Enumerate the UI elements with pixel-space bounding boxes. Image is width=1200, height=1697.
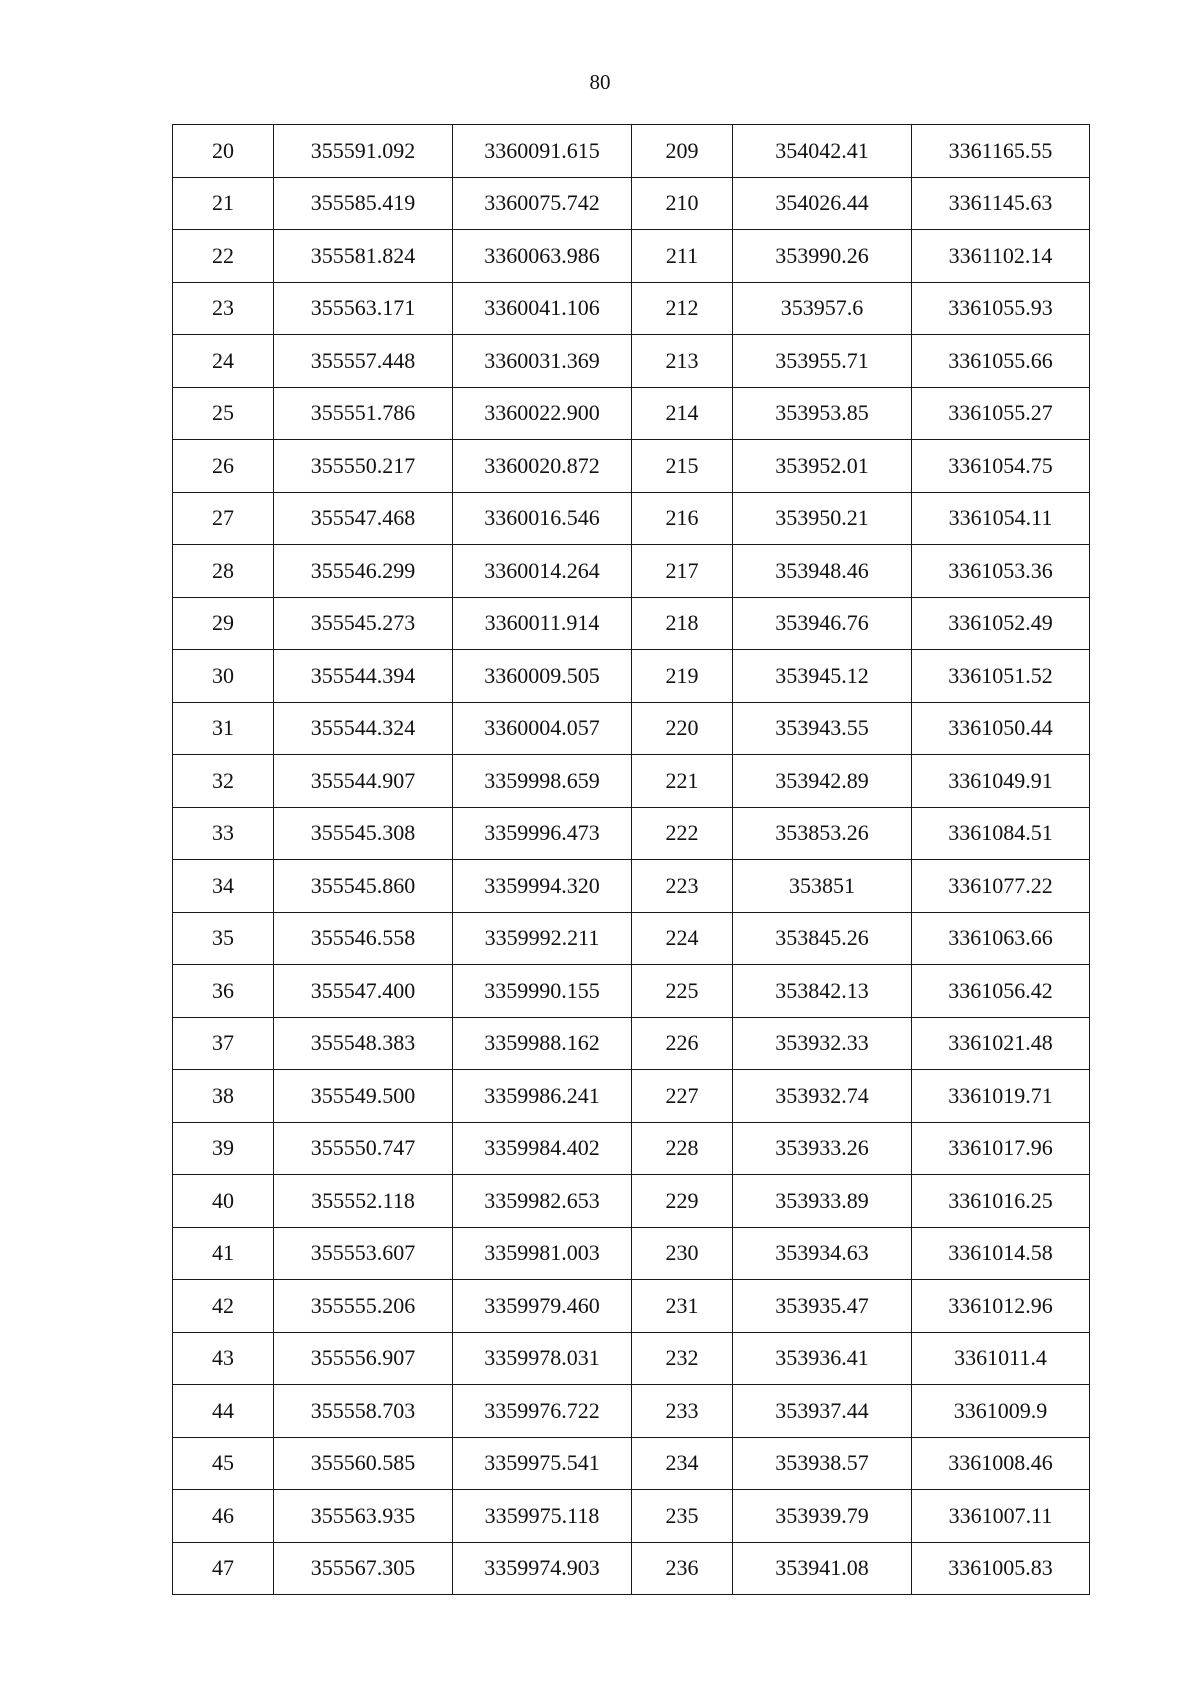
y-coordinate-cell: 3359986.241 [453,1070,632,1123]
y-coordinate-cell: 3359982.653 [453,1175,632,1228]
point-id-cell: 20 [173,125,274,178]
y-coordinate-cell: 3361008.46 [912,1437,1090,1490]
x-coordinate-cell: 355558.703 [274,1385,453,1438]
x-coordinate-cell: 355557.448 [274,335,453,388]
point-id-cell: 222 [632,807,733,860]
point-id-cell: 45 [173,1437,274,1490]
point-id-cell: 236 [632,1542,733,1595]
x-coordinate-cell: 355591.092 [274,125,453,178]
y-coordinate-cell: 3361011.4 [912,1332,1090,1385]
y-coordinate-cell: 3359978.031 [453,1332,632,1385]
point-id-cell: 32 [173,755,274,808]
point-id-cell: 39 [173,1122,274,1175]
table-row [173,702,1090,755]
x-coordinate-cell: 355552.118 [274,1175,453,1228]
y-coordinate-cell: 3361049.91 [912,755,1090,808]
x-coordinate-cell: 353945.12 [733,650,912,703]
point-id-cell: 42 [173,1280,274,1333]
x-coordinate-cell: 353937.44 [733,1385,912,1438]
x-coordinate-cell: 355581.824 [274,230,453,283]
point-id-cell: 41 [173,1227,274,1280]
y-coordinate-cell: 3361005.83 [912,1542,1090,1595]
point-id-cell: 209 [632,125,733,178]
x-coordinate-cell: 355551.786 [274,387,453,440]
point-id-cell: 217 [632,545,733,598]
x-coordinate-cell: 355545.860 [274,860,453,913]
x-coordinate-cell: 355549.500 [274,1070,453,1123]
point-id-cell: 33 [173,807,274,860]
point-id-cell: 220 [632,702,733,755]
x-coordinate-cell: 355560.585 [274,1437,453,1490]
y-coordinate-cell: 3361014.58 [912,1227,1090,1280]
point-id-cell: 213 [632,335,733,388]
x-coordinate-cell: 355544.394 [274,650,453,703]
table-row [173,1332,1090,1385]
point-id-cell: 223 [632,860,733,913]
y-coordinate-cell: 3361051.52 [912,650,1090,703]
y-coordinate-cell: 3361055.93 [912,282,1090,335]
x-coordinate-cell: 353955.71 [733,335,912,388]
x-coordinate-cell: 353938.57 [733,1437,912,1490]
y-coordinate-cell: 3359988.162 [453,1017,632,1070]
point-id-cell: 211 [632,230,733,283]
y-coordinate-cell: 3360009.505 [453,650,632,703]
point-id-cell: 214 [632,387,733,440]
x-coordinate-cell: 353950.21 [733,492,912,545]
x-coordinate-cell: 353932.33 [733,1017,912,1070]
table-row [173,545,1090,598]
point-id-cell: 227 [632,1070,733,1123]
point-id-cell: 235 [632,1490,733,1543]
x-coordinate-cell: 355546.558 [274,912,453,965]
x-coordinate-cell: 353934.63 [733,1227,912,1280]
point-id-cell: 38 [173,1070,274,1123]
point-id-cell: 21 [173,177,274,230]
point-id-cell: 28 [173,545,274,598]
y-coordinate-cell: 3359975.541 [453,1437,632,1490]
y-coordinate-cell: 3360016.546 [453,492,632,545]
y-coordinate-cell: 3361063.66 [912,912,1090,965]
point-id-cell: 233 [632,1385,733,1438]
x-coordinate-cell: 355548.383 [274,1017,453,1070]
x-coordinate-cell: 353946.76 [733,597,912,650]
x-coordinate-cell: 353935.47 [733,1280,912,1333]
y-coordinate-cell: 3359992.211 [453,912,632,965]
x-coordinate-cell: 354026.44 [733,177,912,230]
y-coordinate-cell: 3361017.96 [912,1122,1090,1175]
point-id-cell: 221 [632,755,733,808]
y-coordinate-cell: 3361055.66 [912,335,1090,388]
y-coordinate-cell: 3361084.51 [912,807,1090,860]
table-row [173,440,1090,493]
x-coordinate-cell: 353933.89 [733,1175,912,1228]
x-coordinate-cell: 353953.85 [733,387,912,440]
point-id-cell: 216 [632,492,733,545]
point-id-cell: 232 [632,1332,733,1385]
point-id-cell: 34 [173,860,274,913]
y-coordinate-cell: 3359979.460 [453,1280,632,1333]
y-coordinate-cell: 3359990.155 [453,965,632,1018]
table-row [173,335,1090,388]
x-coordinate-cell: 353939.79 [733,1490,912,1543]
table-row [173,1175,1090,1228]
y-coordinate-cell: 3361050.44 [912,702,1090,755]
page-number: 80 [589,70,611,94]
y-coordinate-cell: 3359974.903 [453,1542,632,1595]
x-coordinate-cell: 355585.419 [274,177,453,230]
point-id-cell: 26 [173,440,274,493]
x-coordinate-cell: 353842.13 [733,965,912,1018]
point-id-cell: 44 [173,1385,274,1438]
x-coordinate-cell: 353941.08 [733,1542,912,1595]
y-coordinate-cell: 3361052.49 [912,597,1090,650]
y-coordinate-cell: 3361016.25 [912,1175,1090,1228]
table-row [173,1070,1090,1123]
y-coordinate-cell: 3359994.320 [453,860,632,913]
x-coordinate-cell: 355555.206 [274,1280,453,1333]
y-coordinate-cell: 3360031.369 [453,335,632,388]
y-coordinate-cell: 3361019.71 [912,1070,1090,1123]
x-coordinate-cell: 353845.26 [733,912,912,965]
y-coordinate-cell: 3360041.106 [453,282,632,335]
point-id-cell: 46 [173,1490,274,1543]
table-row [173,282,1090,335]
point-id-cell: 24 [173,335,274,388]
x-coordinate-cell: 355546.299 [274,545,453,598]
y-coordinate-cell: 3361009.9 [912,1385,1090,1438]
point-id-cell: 231 [632,1280,733,1333]
point-id-cell: 29 [173,597,274,650]
coordinate-table [172,124,1090,1595]
x-coordinate-cell: 353936.41 [733,1332,912,1385]
table-row [173,1437,1090,1490]
y-coordinate-cell: 3359984.402 [453,1122,632,1175]
point-id-cell: 30 [173,650,274,703]
table-row [173,650,1090,703]
x-coordinate-cell: 355550.217 [274,440,453,493]
x-coordinate-cell: 353942.89 [733,755,912,808]
table-row [173,1227,1090,1280]
point-id-cell: 37 [173,1017,274,1070]
x-coordinate-cell: 355545.273 [274,597,453,650]
table-row [173,1490,1090,1543]
x-coordinate-cell: 355556.907 [274,1332,453,1385]
x-coordinate-cell: 353943.55 [733,702,912,755]
x-coordinate-cell: 355553.607 [274,1227,453,1280]
y-coordinate-cell: 3361056.42 [912,965,1090,1018]
point-id-cell: 35 [173,912,274,965]
y-coordinate-cell: 3360004.057 [453,702,632,755]
table-row [173,1542,1090,1595]
table-row [173,1385,1090,1438]
y-coordinate-cell: 3359975.118 [453,1490,632,1543]
y-coordinate-cell: 3361054.11 [912,492,1090,545]
point-id-cell: 25 [173,387,274,440]
table-row [173,965,1090,1018]
y-coordinate-cell: 3361007.11 [912,1490,1090,1543]
x-coordinate-cell: 355567.305 [274,1542,453,1595]
table-row [173,177,1090,230]
point-id-cell: 228 [632,1122,733,1175]
table-row [173,125,1090,178]
x-coordinate-cell: 355544.907 [274,755,453,808]
table-row [173,230,1090,283]
point-id-cell: 234 [632,1437,733,1490]
table-row [173,1122,1090,1175]
point-id-cell: 40 [173,1175,274,1228]
x-coordinate-cell: 355545.308 [274,807,453,860]
y-coordinate-cell: 3360011.914 [453,597,632,650]
y-coordinate-cell: 3361012.96 [912,1280,1090,1333]
x-coordinate-cell: 353990.26 [733,230,912,283]
coordinate-table-body [173,125,1090,1595]
y-coordinate-cell: 3359976.722 [453,1385,632,1438]
y-coordinate-cell: 3361102.14 [912,230,1090,283]
x-coordinate-cell: 355563.171 [274,282,453,335]
y-coordinate-cell: 3361145.63 [912,177,1090,230]
point-id-cell: 229 [632,1175,733,1228]
y-coordinate-cell: 3360022.900 [453,387,632,440]
x-coordinate-cell: 353851 [733,860,912,913]
table-row [173,807,1090,860]
table-row [173,597,1090,650]
x-coordinate-cell: 353932.74 [733,1070,912,1123]
point-id-cell: 23 [173,282,274,335]
x-coordinate-cell: 353853.26 [733,807,912,860]
table-row [173,1017,1090,1070]
x-coordinate-cell: 353952.01 [733,440,912,493]
x-coordinate-cell: 353948.46 [733,545,912,598]
table-row [173,492,1090,545]
x-coordinate-cell: 355563.935 [274,1490,453,1543]
point-id-cell: 226 [632,1017,733,1070]
y-coordinate-cell: 3360020.872 [453,440,632,493]
x-coordinate-cell: 355547.400 [274,965,453,1018]
point-id-cell: 31 [173,702,274,755]
y-coordinate-cell: 3360075.742 [453,177,632,230]
point-id-cell: 36 [173,965,274,1018]
point-id-cell: 212 [632,282,733,335]
point-id-cell: 225 [632,965,733,1018]
x-coordinate-cell: 353933.26 [733,1122,912,1175]
table-row [173,912,1090,965]
y-coordinate-cell: 3360091.615 [453,125,632,178]
y-coordinate-cell: 3361165.55 [912,125,1090,178]
table-row [173,1280,1090,1333]
point-id-cell: 230 [632,1227,733,1280]
point-id-cell: 47 [173,1542,274,1595]
point-id-cell: 219 [632,650,733,703]
y-coordinate-cell: 3359981.003 [453,1227,632,1280]
y-coordinate-cell: 3361021.48 [912,1017,1090,1070]
point-id-cell: 215 [632,440,733,493]
table-row [173,387,1090,440]
point-id-cell: 22 [173,230,274,283]
point-id-cell: 218 [632,597,733,650]
y-coordinate-cell: 3359998.659 [453,755,632,808]
table-row [173,755,1090,808]
x-coordinate-cell: 354042.41 [733,125,912,178]
table-row [173,860,1090,913]
x-coordinate-cell: 355547.468 [274,492,453,545]
x-coordinate-cell: 355550.747 [274,1122,453,1175]
point-id-cell: 43 [173,1332,274,1385]
y-coordinate-cell: 3360014.264 [453,545,632,598]
x-coordinate-cell: 353957.6 [733,282,912,335]
y-coordinate-cell: 3361077.22 [912,860,1090,913]
y-coordinate-cell: 3361053.36 [912,545,1090,598]
y-coordinate-cell: 3359996.473 [453,807,632,860]
point-id-cell: 27 [173,492,274,545]
point-id-cell: 224 [632,912,733,965]
y-coordinate-cell: 3360063.986 [453,230,632,283]
y-coordinate-cell: 3361054.75 [912,440,1090,493]
point-id-cell: 210 [632,177,733,230]
y-coordinate-cell: 3361055.27 [912,387,1090,440]
x-coordinate-cell: 355544.324 [274,702,453,755]
